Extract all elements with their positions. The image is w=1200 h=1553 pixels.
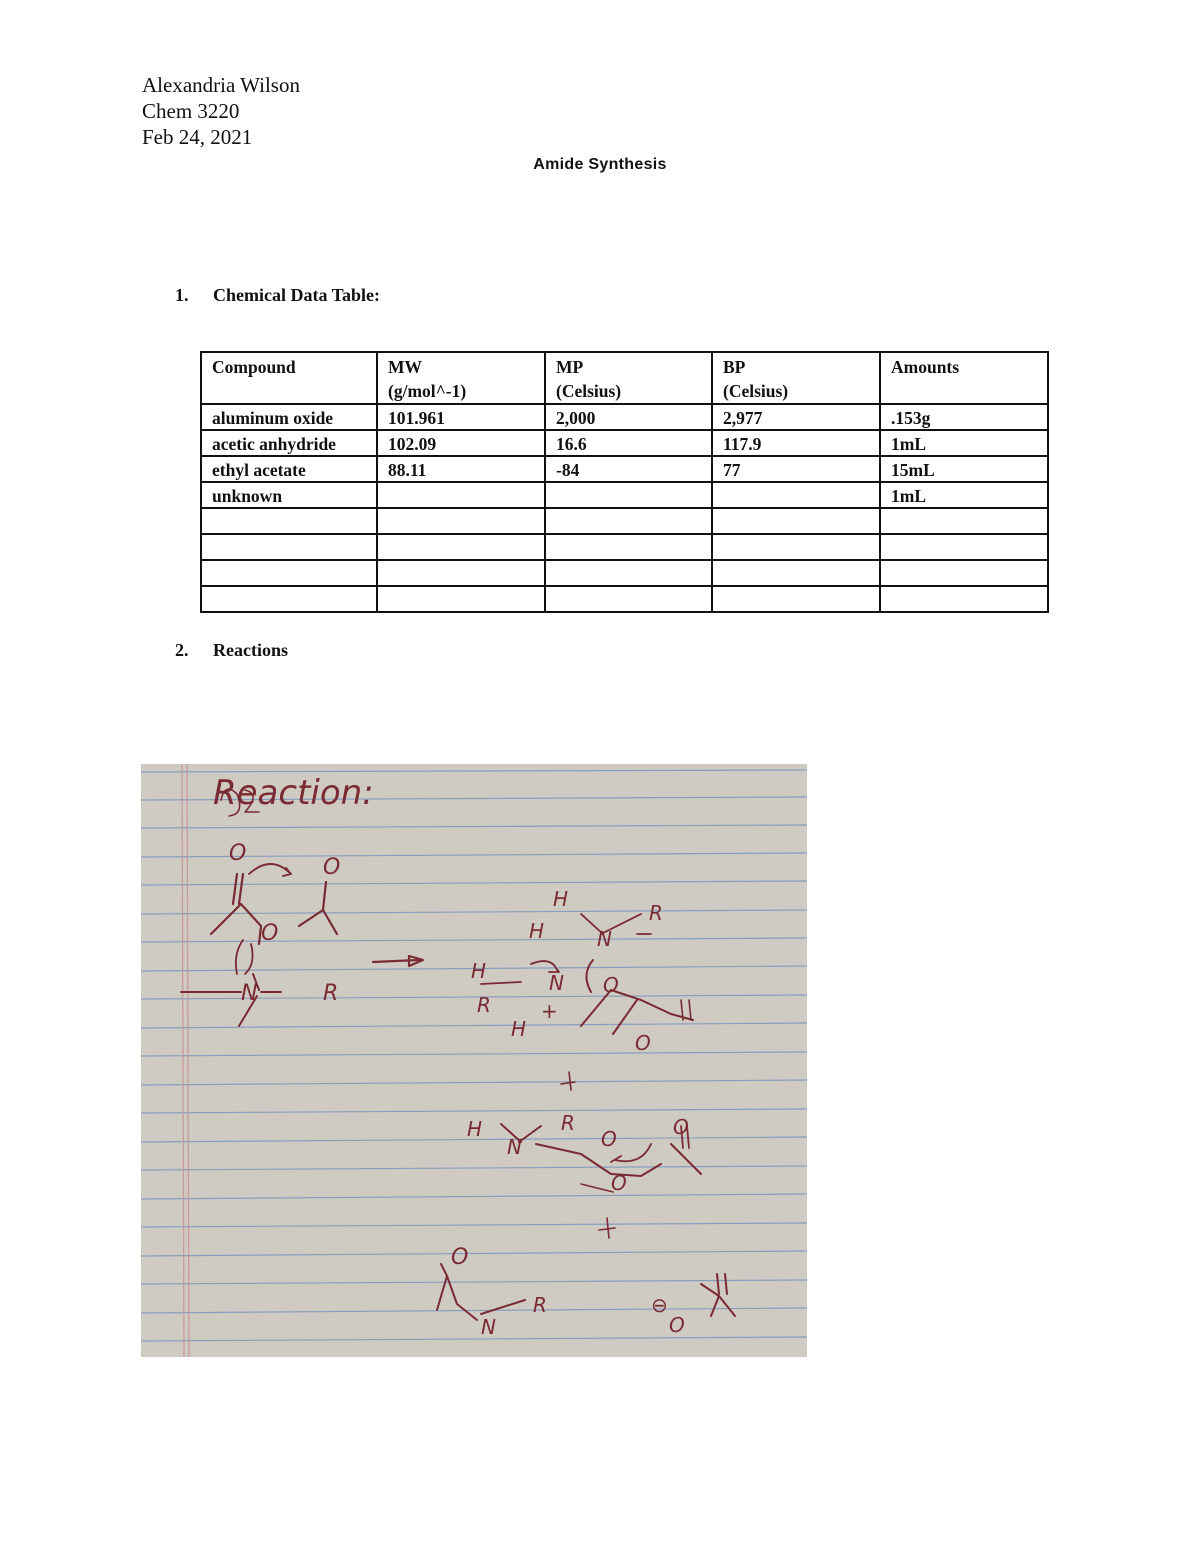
table-row [201, 560, 1048, 586]
table-row [201, 508, 1048, 534]
table-cell: unknown [201, 482, 377, 508]
table-cell [712, 482, 880, 508]
atom-label: O [261, 921, 279, 946]
table-cell: 1mL [880, 430, 1048, 456]
atom-label: O [451, 1245, 469, 1270]
table-row [201, 430, 1048, 456]
table-row [201, 586, 1048, 612]
section-heading-chemical-data [175, 285, 380, 306]
table-cell: -84 [545, 456, 712, 482]
table-cell [545, 508, 712, 534]
atom-label: O [611, 1171, 627, 1195]
table-cell: 1mL [880, 482, 1048, 508]
report-date: Feb 24, 2021 [142, 125, 253, 149]
atom-label: R [323, 981, 339, 1006]
column-header: MP (Celsius) [545, 352, 712, 404]
atom-label: N [481, 1315, 496, 1339]
table-cell [201, 508, 377, 534]
table-cell [201, 586, 377, 612]
table-cell: 88.11 [377, 456, 545, 482]
section-heading-reactions [175, 640, 288, 661]
atom-label: H [471, 959, 487, 983]
table-cell [712, 586, 880, 612]
table-cell: 16.6 [545, 430, 712, 456]
atom-label: O [669, 1313, 685, 1337]
atom-label: H [511, 1017, 527, 1041]
atom-label: R [533, 1293, 547, 1317]
column-header: Amounts [880, 352, 1048, 404]
section-number: 2. [175, 640, 189, 660]
atom-label: N [549, 971, 564, 995]
atom-label: N [507, 1135, 522, 1159]
charge-label: ⊖ [651, 1293, 668, 1317]
atom-label: H [467, 1117, 483, 1141]
table-row [201, 534, 1048, 560]
table-cell [377, 508, 545, 534]
charge-label: + [541, 999, 558, 1023]
table-cell: 77 [712, 456, 880, 482]
column-header: BP (Celsius) [712, 352, 880, 404]
table-row [201, 404, 1048, 430]
document-title: Amide Synthesis [533, 156, 667, 173]
table-cell: 15mL [880, 456, 1048, 482]
atom-label: H [529, 919, 545, 943]
atom-label: R [561, 1111, 575, 1135]
table-cell [880, 508, 1048, 534]
atom-label: N [241, 981, 258, 1006]
atom-label: R [477, 993, 491, 1017]
author-name: Alexandria Wilson [142, 73, 300, 97]
atom-label: O [673, 1115, 689, 1139]
table-cell [545, 534, 712, 560]
table-cell: 101.961 [377, 404, 545, 430]
section-number: 1. [175, 285, 189, 305]
table-cell [377, 560, 545, 586]
column-header: Compound [201, 352, 377, 404]
atom-label: O [635, 1031, 651, 1055]
table-cell [545, 560, 712, 586]
chemical-data-table [200, 351, 1049, 613]
table-cell: ethyl acetate [201, 456, 377, 482]
table-cell [377, 586, 545, 612]
table-cell [712, 560, 880, 586]
table-cell [712, 508, 880, 534]
table-cell [712, 534, 880, 560]
column-header: MW (g/mol^-1) [377, 352, 545, 404]
atom-label: H [553, 887, 569, 911]
table-cell [377, 534, 545, 560]
table-cell [201, 534, 377, 560]
atom-label: N [597, 927, 612, 951]
table-row [201, 456, 1048, 482]
section-label: Chemical Data Table: [213, 285, 381, 305]
table-cell [880, 586, 1048, 612]
table-cell: 117.9 [712, 430, 880, 456]
table-cell [880, 560, 1048, 586]
atom-label: O [601, 1127, 617, 1151]
table-cell: acetic anhydride [201, 430, 377, 456]
table-cell [201, 560, 377, 586]
table-cell [545, 586, 712, 612]
table-cell: 2,977 [712, 404, 880, 430]
table-row [201, 482, 1048, 508]
table-cell: .153g [880, 404, 1048, 430]
course-name: Chem 3220 [142, 99, 240, 123]
table-cell: 2,000 [545, 404, 712, 430]
atom-label: O [323, 855, 341, 880]
table-cell [880, 534, 1048, 560]
section-label: Reactions [213, 640, 288, 660]
table-cell [545, 482, 712, 508]
atom-label: R [649, 901, 663, 925]
table-cell: aluminum oxide [201, 404, 377, 430]
atom-label: O [229, 841, 247, 866]
reaction-heading: Reaction: [213, 773, 374, 813]
table-cell: 102.09 [377, 430, 545, 456]
table-header-row [201, 352, 1048, 404]
reaction-mechanism-photo [141, 764, 807, 1357]
author-header [142, 72, 300, 150]
table-cell [377, 482, 545, 508]
atom-label: O [603, 973, 619, 997]
